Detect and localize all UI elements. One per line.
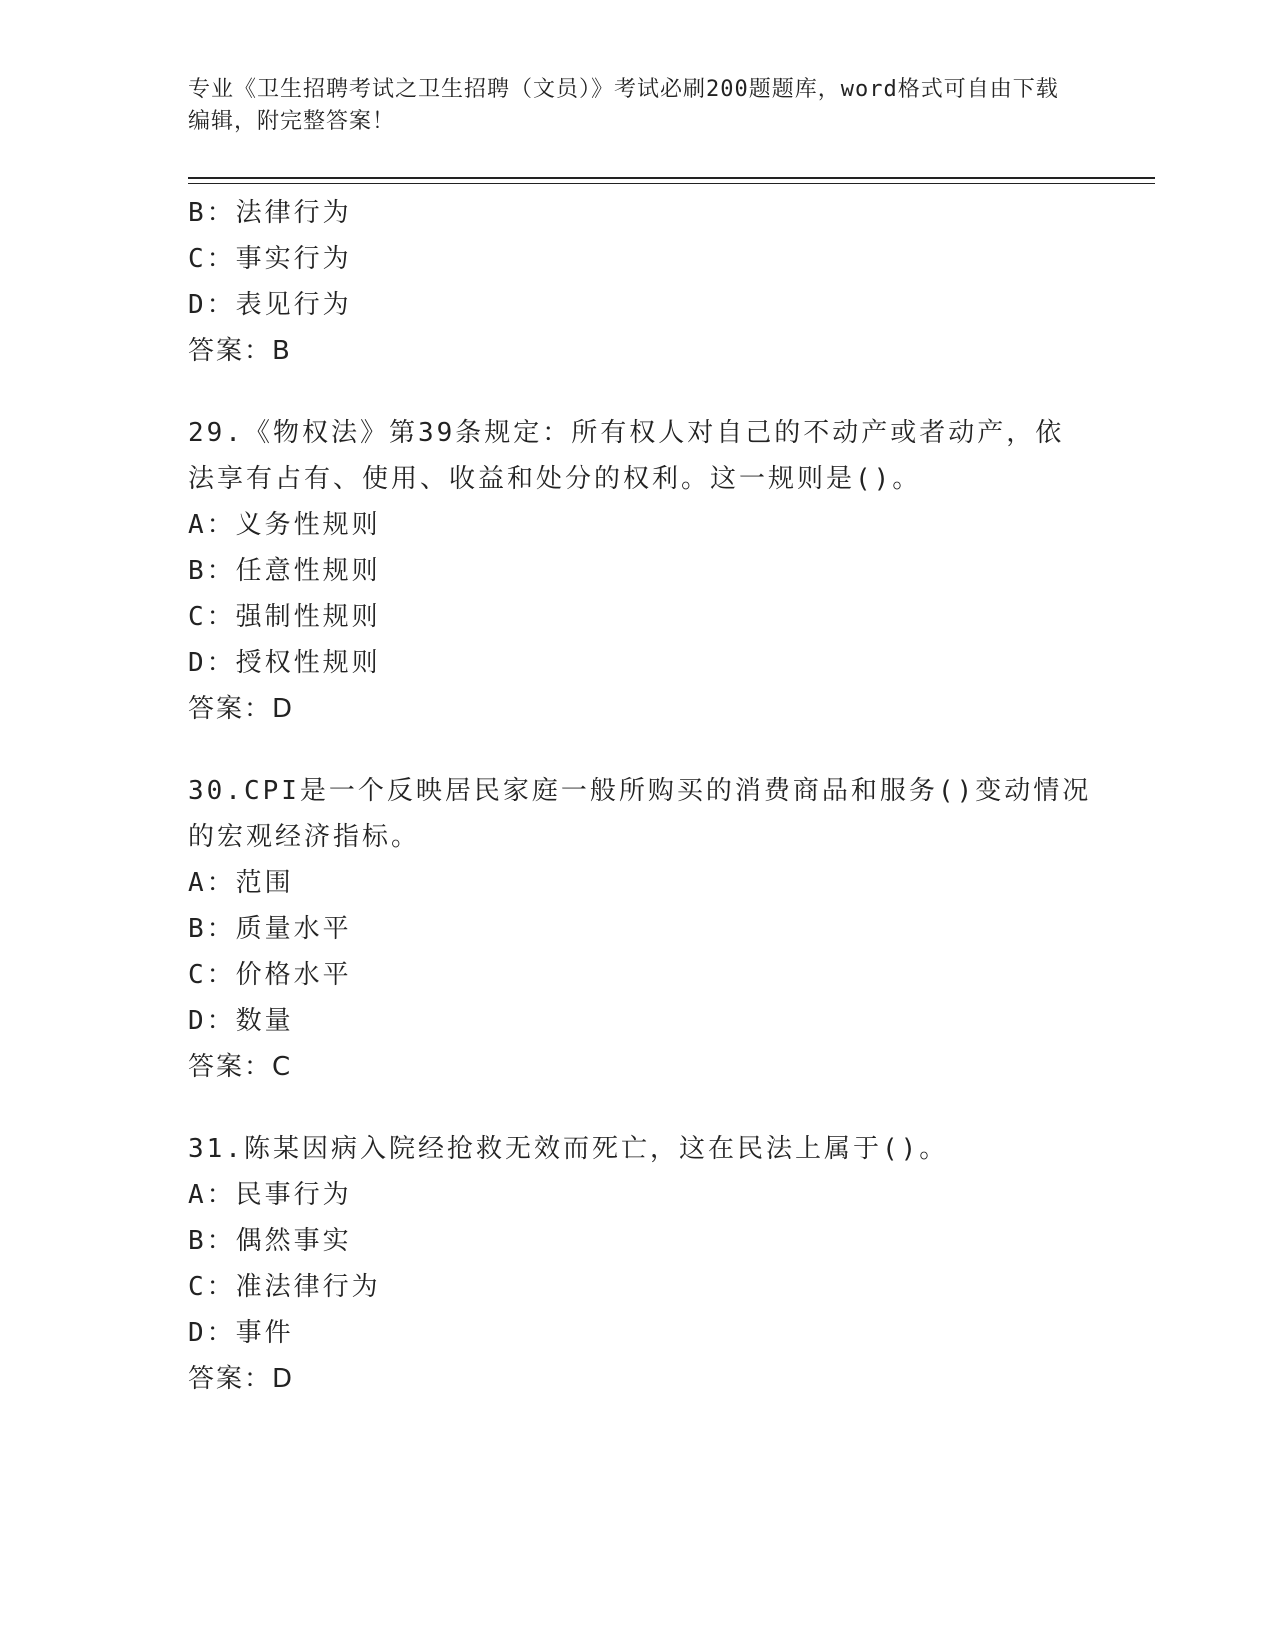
header-divider-thin [188,183,1155,184]
option-b: B：偶然事实 [188,1226,352,1256]
question-stem-line: 31.陈某因病入院经抢救无效而死亡，这在民法上属于()。 [188,1134,949,1164]
option-b: B：法律行为 [188,198,352,228]
question-list [188,190,1092,1402]
option-a: A：民事行为 [188,1180,352,1210]
answer-line: 答案：D [188,1364,295,1394]
option-b: B：质量水平 [188,914,352,944]
question-stem-line: 30.CPI是一个反映居民家庭一般所购买的消费商品和服务()变动情况 [188,776,1092,806]
option-d: D：事件 [188,1318,294,1348]
option-c: C：准法律行为 [188,1272,381,1302]
header-divider-thick [188,177,1155,179]
answer-line: 答案：D [188,694,295,724]
option-c: C：事实行为 [188,244,352,274]
question-stem-line: 29.《物权法》第39条规定：所有权人对自己的不动产或者动产，依 [188,418,1065,448]
document-header: 专业《卫生招聘考试之卫生招聘（文员）》考试必刷200题题库，word格式可自由下载编辑，附完整答案！ [188,77,1059,134]
option-c: C：价格水平 [188,960,352,990]
option-d: D：表见行为 [188,290,352,320]
question-30 [188,768,1092,1090]
option-a: A：范围 [188,868,294,898]
option-a: A：义务性规则 [188,510,381,540]
question-28-continuation [188,190,1068,374]
question-31 [188,1126,1068,1402]
question-stem-line: 的宏观经济指标。 [188,822,421,852]
option-b: B：任意性规则 [188,556,381,586]
question-stem-line: 法享有占有、使用、收益和处分的权利。这一规则是()。 [188,464,922,494]
option-d: D：授权性规则 [188,648,381,678]
option-c: C：强制性规则 [188,602,381,632]
answer-line: 答案：C [188,1052,293,1082]
question-29 [188,410,1068,732]
option-d: D：数量 [188,1006,294,1036]
answer-line: 答案：B [188,336,292,366]
